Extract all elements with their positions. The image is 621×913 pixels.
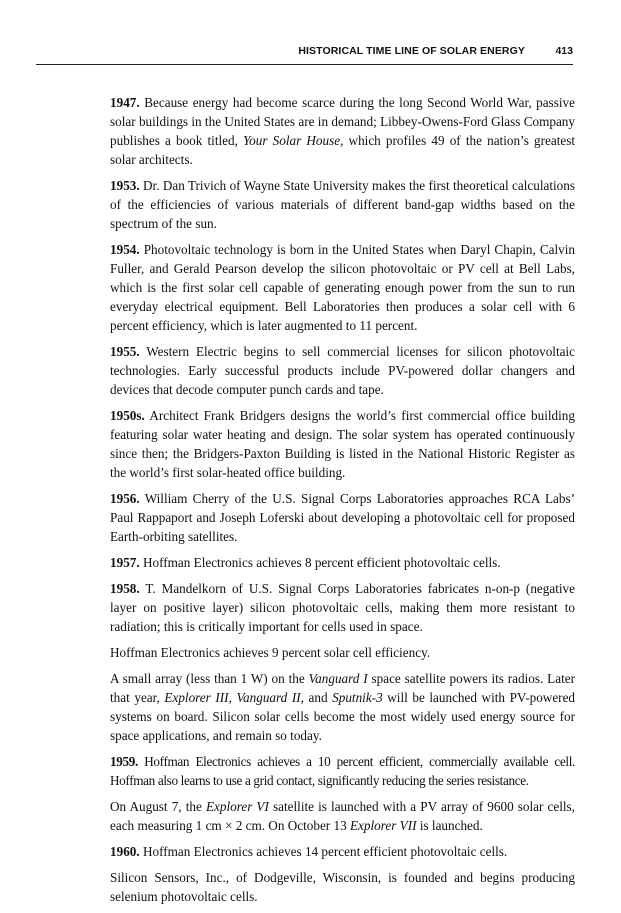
- para-text: ,: [228, 690, 237, 705]
- timeline-paragraph-silicon-sensors: Silicon Sensors, Inc., of Dodgeville, Wisconsin, is founded and begins producing selenium photovoltaic cells.: [110, 870, 575, 904]
- para-text: and: [303, 690, 333, 705]
- entry-text: Because energy had become scarce during the long Second World War, passive solar buildings in the United States are in demand; Libbey-Owens-Ford Glass Company publishes a book titled,: [110, 95, 575, 148]
- timeline-paragraph-august: [110, 797, 575, 835]
- entry-text: Architect Frank Bridgers designs the world’s first commercial office building featuring solar water heating and design. The solar system has operated continuously since then; the Bridgers-Paxton Building is listed in the National Historic Register as the world’s first solar-heated office building.: [110, 408, 575, 480]
- entry-text: Western Electric begins to sell commercial licenses for silicon photovoltaic technologies. Early successful products include PV-powered dollar changers and devices that decode computer punch cards and tape.: [110, 344, 575, 397]
- timeline-entry-1954: [110, 240, 575, 335]
- entry-text: Hoffman Electronics achieves 8 percent efficient photovoltaic cells.: [139, 555, 501, 570]
- entry-text-cont: , which profiles 49 of the nation’s greatest solar architects.: [110, 133, 576, 167]
- entry-text: Photovoltaic technology is born in the United States when Daryl Chapin, Calvin Fuller, and Gerald Pearson develop the silicon photovoltaic or PV cell at Bell Labs, which is the first solar cell capable of generating enough power from the sun to run everyday electrical equipment. Bell Laboratories then produces a solar cell with 6 percent efficiency, which is later augmented to 11 percent.: [110, 242, 575, 333]
- timeline-entry-1957: [110, 553, 575, 572]
- running-header: [36, 40, 573, 65]
- entry-year: 1960.: [110, 844, 140, 859]
- entry-year: 1950s.: [110, 408, 145, 423]
- entry-text: T. Mandelkorn of U.S. Signal Corps Laboratories fabricates n-on-p (negative layer on positive layer) silicon photovoltaic cells, making them more resistant to radiation; this is critically important for cells used in space.: [110, 581, 575, 634]
- satellite-name: Vanguard I: [308, 671, 368, 686]
- timeline-entry-1953: [110, 176, 575, 233]
- timeline-entry-1960: [110, 842, 575, 861]
- satellite-name: Vanguard II,: [236, 690, 304, 705]
- running-header-title: HISTORICAL TIME LINE OF SOLAR ENERGY: [298, 45, 525, 57]
- para-text: space satellite powers its radios. Later that year,: [110, 671, 575, 705]
- entry-year: 1955.: [110, 344, 140, 359]
- entry-year: 1956.: [110, 491, 140, 506]
- timeline-entry-1955: [110, 342, 575, 399]
- entry-text: William Cherry of the U.S. Signal Corps Laboratories approaches RCA Labs’ Paul Rappaport and Joseph Loferski about developing a photovoltaic cell for proposed Earth-orbiting satellites.: [110, 491, 575, 544]
- para-text: satellite is launched with a PV array of 9600 solar cells, each measuring 1 cm × 2 cm. On October 13: [110, 799, 575, 833]
- entry-text: Dr. Dan Trivich of Wayne State University makes the first theoretical calculations of the efficiencies of various materials of different band-gap widths based on the spectrum of the sun.: [110, 178, 575, 231]
- satellite-name: Explorer III: [164, 690, 229, 705]
- satellite-name: Sputnik-3: [332, 690, 383, 705]
- timeline-entry-1958: [110, 579, 575, 636]
- para-text: is launched.: [416, 818, 483, 833]
- timeline-entry-1956: [110, 489, 575, 546]
- entry-text: Hoffman Electronics achieves 14 percent efficient photovoltaic cells.: [139, 844, 508, 859]
- entry-year: 1953.: [110, 178, 140, 193]
- entry-year: 1947.: [110, 95, 140, 110]
- book-title: Your Solar House: [243, 133, 341, 148]
- entry-year: 1958.: [110, 581, 140, 596]
- para-text: On August 7, the: [110, 799, 206, 814]
- entry-text: Hoffman Electronics achieves a 10 percent efficient, commercially available cell. Hoffman also learns to use a grid contact, significantly reducing the series resistance.: [110, 754, 575, 788]
- timeline-entry-1959: [110, 752, 575, 790]
- entry-year: 1957.: [110, 555, 140, 570]
- timeline-entry-1950s: [110, 406, 575, 482]
- para-text: will be launched with PV-powered systems on board. Silicon solar cells become the most widely used energy source for space applications, and remain so today.: [110, 690, 576, 743]
- satellite-name: Explorer VII: [349, 818, 417, 833]
- page-number: 413: [555, 45, 573, 57]
- timeline-paragraph-hoffman-9: Hoffman Electronics achieves 9 percent solar cell efficiency.: [110, 645, 431, 660]
- para-text: A small array (less than 1 W) on the: [110, 671, 309, 686]
- satellite-name: Explorer VI: [205, 799, 269, 814]
- timeline-paragraph-vanguard: [110, 669, 575, 745]
- entry-year: 1954.: [110, 242, 140, 257]
- entry-year: 1959.: [110, 754, 138, 769]
- timeline-body: [110, 93, 575, 913]
- timeline-entry-1947: [110, 93, 575, 169]
